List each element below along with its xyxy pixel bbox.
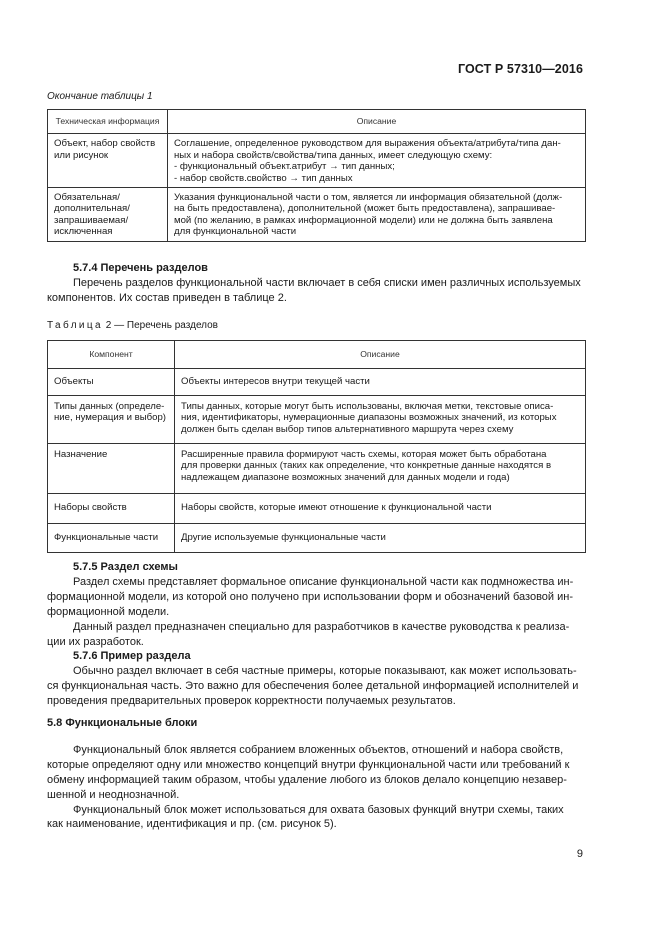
paragraph-line: которые определяют одну или множество концепций внутри функциональной части или требований к — [47, 758, 570, 771]
table2-row2-line: ния, идентификаторы, нумерационные диапазоны возможных значений, из которых — [181, 412, 557, 424]
table1-row2-line: мой (по желанию, в рамках информационной модели) или не должна быть заявлена — [174, 214, 553, 226]
section-heading: 5.7.4 Перечень разделов — [73, 262, 208, 274]
table1-row1-line: ных и набора свойств/свойства/типа данных, имеет следующую схему: — [174, 149, 493, 161]
table-row — [48, 494, 586, 523]
table1-row1-line: - функциональный объект.атрибут → тип данных; — [174, 161, 395, 173]
table2-row3-description — [175, 444, 586, 494]
table1-row1-line: - набор свойств.свойство → тип данных — [174, 172, 353, 184]
paragraph-line: ся функциональная часть. Это важно для обеспечения более детальной информацией исполнителей и — [47, 679, 579, 692]
paragraph-line: как наименование, идентификация и пр. (см. рисунок 5). — [47, 818, 337, 831]
table2-row1-description — [175, 369, 586, 395]
table2-row2-line: Типы данных, которые могут быть использованы, включая метки, текстовые описа- — [181, 400, 554, 412]
table2-header-row — [48, 341, 586, 369]
paragraph-line: компонентов. Их состав приведен в таблице 2. — [47, 291, 287, 304]
table-row — [48, 395, 586, 443]
section-5-7-5 — [47, 560, 587, 649]
table2-row4-term: Наборы свойств — [48, 494, 175, 523]
paragraph-line: Раздел схемы представляет формальное описание функциональной части как подмножества ин- — [73, 575, 574, 588]
table1-col-description: Описание — [168, 110, 586, 134]
table2-row3-line: Расширенные правила формируют часть схемы, которая может быть обработана — [181, 449, 547, 461]
table2-caption-rest: 2 — Перечень разделов — [105, 320, 218, 331]
table1-header-row — [48, 110, 586, 134]
table2-row3-line: для проверки данных (таких как определение, что конкретные данные находятся в — [181, 460, 552, 472]
table2-row1-line: Объекты интересов внутри текущей части — [181, 376, 370, 388]
table1-row1-description — [168, 134, 586, 188]
section-heading: 5.7.6 Пример раздела — [73, 650, 191, 662]
table2-col-description: Описание — [175, 341, 586, 369]
section-heading: 5.8 Функциональные блоки — [47, 717, 198, 729]
section-5-7-6 — [47, 649, 587, 709]
table1-row2-line: на быть предоставлена), дополнительной (может быть предоставлена), запрашивае- — [174, 203, 556, 215]
section-5-7-4 — [47, 261, 587, 306]
table-row — [48, 369, 586, 395]
table1-caption: Окончание таблицы 1 — [47, 91, 153, 102]
section-heading: 5.7.5 Раздел схемы — [73, 561, 178, 573]
table2-caption-word: Таблица — [47, 320, 104, 331]
paragraph-line: Функциональный блок является собранием вложенных объектов, отношений и набора свойств, — [73, 743, 564, 756]
table2-row3-term: Назначение — [48, 444, 175, 494]
table1-row2-term: Обязательная/ дополнительная/ запрашиваемая/ исключенная — [48, 188, 168, 242]
table1-row2-description — [168, 188, 586, 242]
page-number: 9 — [576, 848, 583, 860]
paragraph-line: проведения предварительных проверок корректности получаемых результатов. — [47, 694, 456, 707]
table2-row2-description — [175, 395, 586, 443]
paragraph-line: шенной и неоднозначной. — [47, 788, 180, 801]
paragraph-line: Обычно раздел включает в себя частные примеры, которые показывают, как может использовать- — [73, 664, 577, 677]
table2-row4-description — [175, 494, 586, 523]
table1 — [47, 109, 586, 242]
paragraph-line: Перечень разделов функциональной части включает в себя списки имен различных используемых — [73, 276, 581, 289]
document-id: ГОСТ Р 57310—2016 — [457, 62, 583, 76]
table1-col-term: Техническая информация — [48, 110, 168, 134]
section-5-8 — [47, 716, 587, 832]
paragraph-line: ции их разработок. — [47, 635, 144, 648]
table2-row5-line: Другие используемые функциональные части — [181, 531, 386, 543]
table2 — [47, 340, 586, 553]
table2-row5-term: Функциональные части — [48, 523, 175, 552]
table2-row1-term: Объекты — [48, 369, 175, 395]
table2-col-component: Компонент — [48, 341, 175, 369]
table2-row5-description — [175, 523, 586, 552]
table1-row2-line: Указания функциональной части о том, является ли информация обязательной (долж- — [174, 192, 563, 204]
table1-row1-term: Объект, набор свойств или рисунок — [48, 134, 168, 188]
table2-row3-line: надлежащем диапазоне возможных значений для данных модели и года) — [181, 471, 510, 483]
paragraph-line: Данный раздел предназначен специально для разработчиков в качестве руководства к реализа- — [73, 620, 570, 633]
paragraph-line: обмену информацией таким образом, чтобы удаление любого из блоков делало концепцию незавер- — [47, 773, 567, 786]
table1-row1-line: Соглашение, определенное руководством для выражения объекта/атрибута/типа дан- — [174, 138, 561, 150]
table2-row4-line: Наборы свойств, которые имеют отношение к функциональной части — [181, 502, 492, 514]
table-row — [48, 134, 586, 188]
table2-row2-line: должен быть сделан выбор типов альтернативного маршрута через схему — [181, 423, 514, 435]
table-row — [48, 444, 586, 494]
table-row — [48, 188, 586, 242]
paragraph-line: Функциональный блок может использоваться для охвата базовых функций внутри схемы, таких — [73, 803, 564, 816]
paragraph-line: формационной модели, из которой оно получено при использовании форм и обозначений базовой ин- — [47, 590, 573, 603]
table2-row2-term: Типы данных (определе-ние, нумерация и выбор) — [48, 395, 175, 443]
table2-caption — [47, 320, 218, 331]
table-row — [48, 523, 586, 552]
paragraph-line: формационной модели. — [47, 605, 170, 618]
table1-row2-line: для функциональной части — [174, 226, 297, 238]
